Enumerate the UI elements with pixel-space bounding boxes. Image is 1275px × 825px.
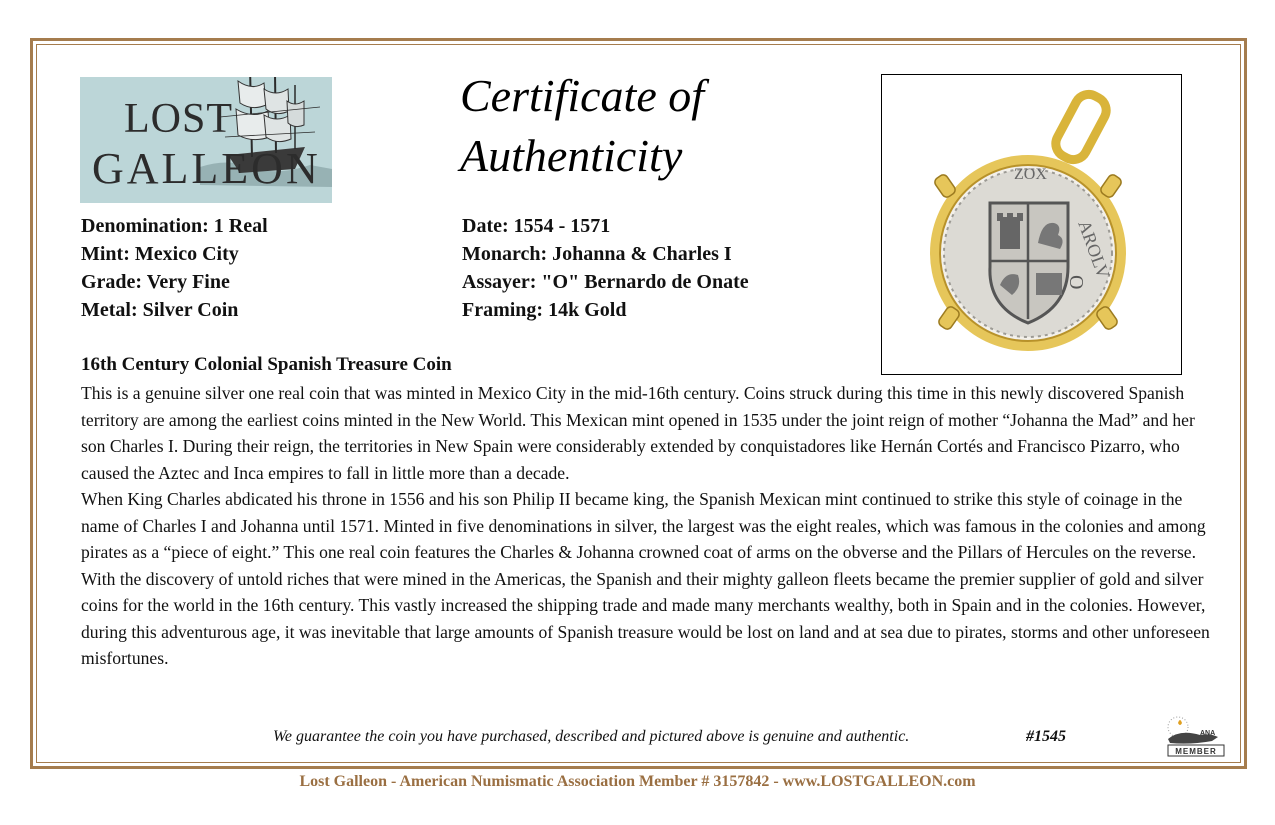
ana-member-label: MEMBER (1175, 747, 1217, 756)
spec-monarch: Monarch: Johanna & Charles I (462, 243, 732, 265)
svg-text:ZOX: ZOX (1014, 166, 1047, 183)
coin-pendant-image (882, 75, 1181, 374)
specs-right-column (462, 212, 749, 324)
spec-metal: Metal: Silver Coin (81, 299, 239, 321)
guarantee-statement: We guarantee the coin you have purchased, described and pictured above is genuine and authentic. (273, 728, 910, 745)
spec-denomination: Denomination: 1 Real (81, 215, 268, 237)
specs-left-column (81, 212, 268, 324)
description-paragraph: This is a genuine silver one real coin that was minted in Mexico City in the mid-16th century. Coins struck during this time in this newly discovered Spanish territory are among the earliest coins minted in the New World. This Mexican mint opened in 1535 under the joint reign of mother “Johanna the Mad” and her son Charles I. During their reign, the territories in New Spain were considerably extended by conquistadores like Hernán Cortés and Francisco Pizarro, who caused the Aztec and Inca empires to fall in little more than a decade. (81, 383, 1195, 483)
svg-text:AROLV: AROLV (1074, 217, 1114, 282)
spec-grade: Grade: Very Fine (81, 271, 230, 293)
certificate-title (460, 66, 820, 186)
spec-assayer: Assayer: "O" Bernardo de Onate (462, 271, 749, 293)
lost-galleon-logo (80, 77, 332, 203)
svg-text:O: O (1065, 275, 1087, 290)
title-line-2: Authenticity (460, 130, 683, 181)
logo-word-galleon: GALLEON (92, 144, 321, 193)
ana-lamp-icon (1160, 713, 1230, 757)
description-paragraph: With the discovery of untold riches that were mined in the Americas, the Spanish and their mighty galleon fleets became the premier supplier of gold and silver coins for the world in the 16th century. This vastly increased the shipping trade and made many merchants wealthy, both in Spain and in the colonies. However, during this adventurous age, it was inevitable that large amounts of Spanish treasure would be lost on land and at sea due to pirates, storms and other unforeseen misfortunes. (81, 568, 1210, 668)
spec-mint: Mint: Mexico City (81, 243, 239, 265)
ana-member-badge (1160, 713, 1230, 757)
certificate-number: #1545 (1026, 728, 1066, 745)
logo-word-lost: LOST (124, 96, 233, 142)
spec-date: Date: 1554 - 1571 (462, 215, 611, 237)
description-body (81, 380, 1221, 672)
spec-framing: Framing: 14k Gold (462, 299, 627, 321)
footer-line: Lost Galleon - American Numismatic Association Member # 3157842 - www.LOSTGALLEON.com (299, 773, 976, 790)
title-line-1: Certificate of (460, 70, 705, 121)
description-heading: 16th Century Colonial Spanish Treasure Coin (81, 354, 452, 375)
description-paragraph: When King Charles abdicated his throne in 1556 and his son Philip II became king, the Spanish Mexican mint continued to strike this style of coinage in the name of Charles I and Johanna until 1571. Minted in five denominations in silver, the largest was the eight reales, which was famous in the colonies and among pirates as a “piece of eight.” This one real coin features the Charles & Johanna crowned coat of arms on the obverse and the Pillars of Hercules on the reverse. (81, 489, 1206, 562)
ana-label: ANA (1200, 730, 1216, 737)
coin-photo-frame (881, 74, 1182, 375)
